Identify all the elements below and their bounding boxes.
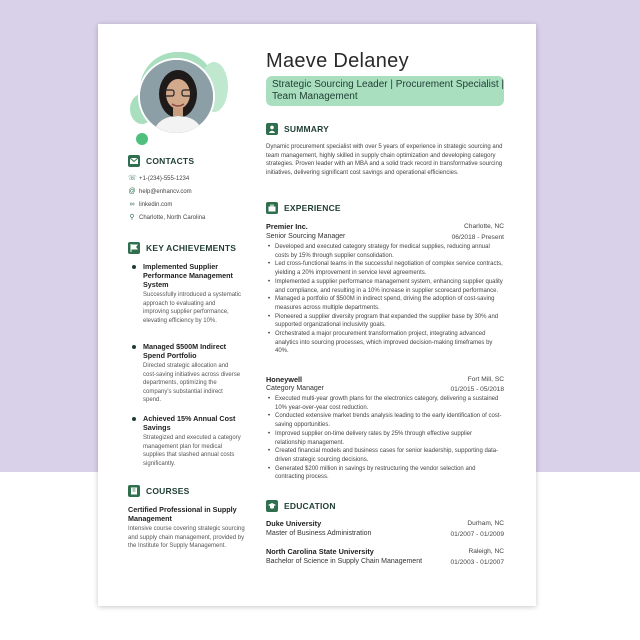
email-icon: @ bbox=[128, 188, 136, 195]
achievements-title: KEY ACHIEVEMENTS bbox=[146, 243, 237, 253]
job-bullets bbox=[266, 395, 504, 482]
achievement-item bbox=[128, 262, 242, 325]
job-bullet: • Implemented a supplier performance management system, enhancing supplier quality and compliance, and resulting in a 10% increase in supplier scorecard performance. bbox=[266, 278, 504, 295]
job-company: Premier Inc. bbox=[266, 222, 308, 231]
bullet-dot bbox=[132, 417, 136, 421]
summary-text: Dynamic procurement specialist with over 5 years of experience in strategic sourcing and team management, highly skilled in supply chain optimization and developing category strategies. Proven leader with an MBA and a solid track record in transformative sourcing initiatives, delivering significant cost savings and operational efficiencies. bbox=[266, 144, 503, 177]
edu-dates: 01/2003 - 01/2007 bbox=[450, 559, 504, 566]
course-title: Certified Professional in Supply Management bbox=[128, 505, 237, 523]
edu-degree: Master of Business Administration bbox=[266, 530, 372, 537]
job-bullet: • Improved supplier on-time delivery rates by 25% through effective supplier relationship management. bbox=[266, 430, 504, 447]
achievement-title: Implemented Supplier Performance Management System bbox=[143, 262, 233, 289]
edu-degree: Bachelor of Science in Supply Chain Management bbox=[266, 558, 423, 565]
graduation-cap-icon bbox=[266, 500, 278, 512]
job-bullet: • Generated $200 million in savings by restructuring the vendor selection and contracting process. bbox=[266, 465, 504, 482]
bullet-dot bbox=[132, 345, 136, 349]
job-bullets bbox=[266, 243, 504, 356]
achievements-heading bbox=[128, 241, 236, 255]
achievement-item bbox=[128, 342, 242, 405]
job-dates: 01/2015 - 05/2018 bbox=[450, 386, 504, 393]
education-title: EDUCATION bbox=[284, 501, 336, 511]
location-icon: ⚲ bbox=[129, 214, 135, 221]
job-bullet: • Executed multi-year growth plans for the electronics category, delivering a sustained 10% year-over-year cost reduction. bbox=[266, 395, 504, 412]
job-location: Charlotte, NC bbox=[464, 223, 504, 230]
summary-heading bbox=[266, 122, 329, 136]
headline-box: Strategic Sourcing Leader | Procurement Specialist | Team Management bbox=[266, 76, 504, 106]
job-bullet: • Conducted extensive market trends analysis leading to the early identification of cost-saving opportunities. bbox=[266, 412, 504, 429]
edu-school: North Carolina State University bbox=[266, 547, 374, 556]
courses-title: COURSES bbox=[146, 486, 190, 496]
edu-school: Duke University bbox=[266, 519, 322, 528]
job-location: Fort Mill, SC bbox=[467, 376, 504, 383]
job-dates: 06/2018 - Present bbox=[451, 234, 504, 241]
achievement-title: Managed $500M Indirect Spend Portfolio bbox=[143, 342, 227, 360]
contact-linkedin-text: linkedin.com bbox=[139, 202, 173, 208]
contacts-heading bbox=[128, 154, 194, 168]
contact-linkedin[interactable] bbox=[128, 201, 172, 209]
job-bullet: • Developed and executed category strategy for medical supplies, reducing annual costs by 15% through supplier consolidation. bbox=[266, 243, 504, 260]
candidate-name: Maeve Delaney bbox=[266, 50, 409, 72]
job-role: Category Manager bbox=[266, 385, 324, 392]
link-icon: ∞ bbox=[129, 201, 135, 208]
job-bullet: • Pioneered a supplier diversity program that expanded the supplier base by 30% and supported organizational inclusivity goals. bbox=[266, 313, 504, 330]
course-desc: Intensive course covering strategic sourcing and supply chain management, provided by the Institute for Supply Management. bbox=[128, 526, 245, 550]
profile-photo-area bbox=[128, 48, 248, 144]
envelope-icon bbox=[128, 155, 140, 167]
phone-icon: ☏ bbox=[128, 175, 137, 182]
edu-location: Durham, NC bbox=[467, 520, 504, 527]
person-icon bbox=[266, 123, 278, 135]
bullet-dot bbox=[132, 265, 136, 269]
achievement-desc: Successfully introduced a systematic approach to evaluating and improving supplier performance, elevating efficiency by 10%. bbox=[143, 292, 242, 324]
edu-dates: 01/2007 - 01/2009 bbox=[450, 531, 504, 538]
job-bullet: • Led cross-functional teams in the successful negotiation of complex service contracts, yielding a 20% improvement in service level agreements. bbox=[266, 260, 504, 277]
contact-email-text: help@enhancv.com bbox=[139, 189, 192, 195]
contact-location-text: Charlotte, North Carolina bbox=[139, 215, 206, 221]
job-company: Honeywell bbox=[266, 375, 303, 384]
book-icon bbox=[128, 485, 140, 497]
flag-icon bbox=[128, 242, 140, 254]
profile-photo bbox=[138, 58, 215, 135]
contacts-title: CONTACTS bbox=[146, 156, 195, 166]
courses-heading bbox=[128, 484, 189, 498]
achievement-desc: Directed strategic allocation and cost-saving initiatives across diverse departments, optimizing the company's substantial indirect spend. bbox=[143, 363, 241, 404]
resume-page bbox=[98, 24, 536, 606]
contact-phone-text: +1-(234)-555-1234 bbox=[139, 176, 190, 182]
job-bullet: • Orchestrated a major procurement transformation project, integrating advanced analytics into sourcing processes, which improved decision-making timeframes by 40%. bbox=[266, 330, 504, 356]
achievement-title: Achieved 15% Annual Cost Savings bbox=[143, 414, 236, 432]
contact-location bbox=[128, 214, 205, 222]
achievement-desc: Strategized and executed a category management plan for medical supplies that slashed annual costs significantly. bbox=[143, 435, 241, 467]
contact-phone[interactable] bbox=[128, 175, 189, 183]
job-bullet: • Managed a portfolio of $500M in indirect spend, driving the adoption of cost-saving measures across multiple departments. bbox=[266, 295, 504, 312]
job-bullet: • Created financial models and business cases for senior leadership, supporting data-driven strategic sourcing decisions. bbox=[266, 447, 504, 464]
achievement-item bbox=[128, 414, 242, 468]
job-role: Senior Sourcing Manager bbox=[266, 233, 346, 240]
summary-title: SUMMARY bbox=[284, 124, 329, 134]
experience-title: EXPERIENCE bbox=[284, 203, 341, 213]
edu-location: Raleigh, NC bbox=[468, 548, 504, 555]
decor-dot bbox=[136, 133, 148, 145]
briefcase-icon bbox=[266, 202, 278, 214]
education-heading bbox=[266, 499, 336, 513]
experience-heading bbox=[266, 201, 341, 215]
contact-email[interactable] bbox=[128, 188, 192, 196]
